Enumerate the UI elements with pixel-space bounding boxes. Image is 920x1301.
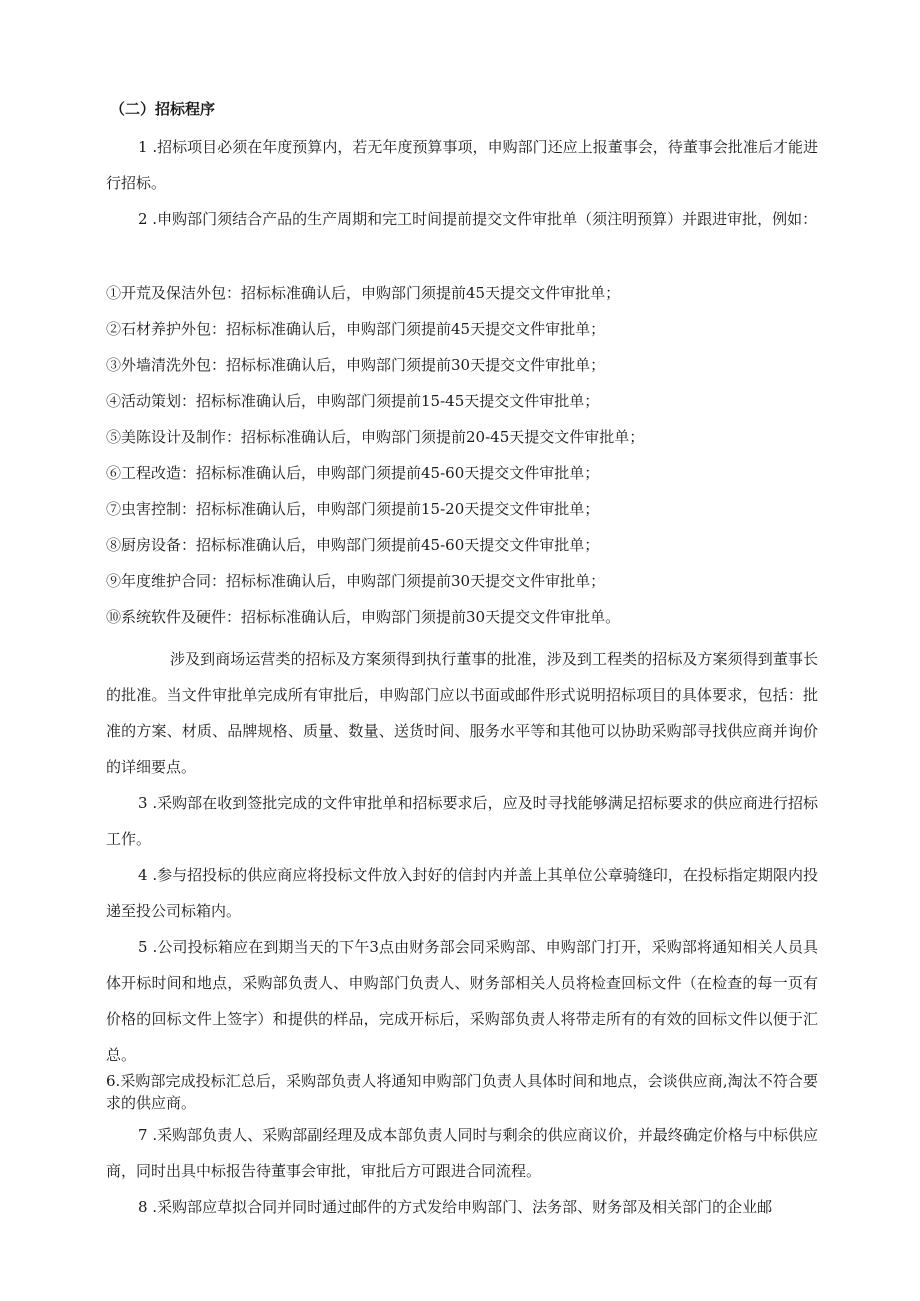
list-item: ③外墙清洗外包：招标标准确认后，申购部门须提前30天提交文件审批单； xyxy=(106,356,606,374)
list-item: ④活动策划：招标标准确认后，申购部门须提前15-45天提交文件审批单； xyxy=(106,392,600,410)
paragraph-6: 6.采购部完成投标汇总后，采购部负责人将通知申购部门负责人具体时间和地点，会谈供应商,淘汰不符合要求的供应商。 xyxy=(106,1072,818,1112)
paragraph-approval: 涉及到商场运营类的招标及方案须得到执行董事的批准，涉及到工程类的招标及方案须得到董事长的批准。当文件审批单完成所有审批后，申购部门应以书面或邮件形式说明招标项目的具体要求，包括：批准的方案、材质、品牌规格、质量、数量、送货时间、服务水平等和其他可以协助采购部寻找供应商并询价的详细要点。 xyxy=(106,650,818,776)
paragraph-1: 1 .招标项目必须在年度预算内，若无年度预算事项，申购部门还应上报董事会，待董事会批准后才能进行招标。 xyxy=(106,138,818,192)
list-item: ①开荒及保洁外包：招标标准确认后，申购部门须提前45天提交文件审批单； xyxy=(106,284,621,302)
list-item: ⑧厨房设备：招标标准确认后，申购部门须提前45-60天提交文件审批单； xyxy=(106,536,600,554)
paragraph-8: 8 .采购部应草拟合同并同时通过邮件的方式发给申购部门、法务部、财务部及相关部门的企业邮 xyxy=(138,1198,773,1216)
paragraph-2: 2 .申购部门须结合产品的生产周期和完工时间提前提交文件审批单（须注明预算）并跟进审批，例如： xyxy=(138,210,818,228)
section-heading: （二）招标程序 xyxy=(110,100,216,118)
list-item: ⑥工程改造：招标标准确认后，申购部门须提前45-60天提交文件审批单； xyxy=(106,464,600,482)
list-item: ⑦虫害控制：招标标准确认后，申购部门须提前15-20天提交文件审批单； xyxy=(106,500,600,518)
list-item: ②石材养护外包：招标标准确认后，申购部门须提前45天提交文件审批单； xyxy=(106,320,606,338)
list-item: ⑨年度维护合同：招标标准确认后，申购部门须提前30天提交文件审批单； xyxy=(106,572,606,590)
paragraph-5: 5 .公司投标箱应在到期当天的下午3点由财务部会同采购部、申购部门打开，采购部将通知相关人员具体开标时间和地点，采购部负责人、申购部门负责人、财务部相关人员将检查回标文件（在检查的每一页有价格的回标文件上签字）和提供的样品，完成开标后，采购部负责人将带走所有的有效的回标文件以便于汇总。 xyxy=(106,938,818,1064)
paragraph-7: 7 .采购部负责人、采购部副经理及成本部负责人同时与剩余的供应商议价，并最终确定价格与中标供应商，同时出具中标报告待董事会审批，审批后方可跟进合同流程。 xyxy=(106,1126,818,1180)
paragraph-3: 3 .采购部在收到签批完成的文件审批单和招标要求后，应及时寻找能够满足招标要求的供应商进行招标工作。 xyxy=(106,794,818,848)
list-item: ⑤美陈设计及制作：招标标准确认后，申购部门须提前20-45天提交文件审批单； xyxy=(106,428,645,446)
list-item: ⑩系统软件及硬件：招标标准确认后，申购部门须提前30天提交文件审批单。 xyxy=(106,608,621,626)
paragraph-4: 4 .参与招投标的供应商应将投标文件放入封好的信封内并盖上其单位公章骑缝印，在投标指定期限内投递至投公司标箱内。 xyxy=(106,866,818,920)
